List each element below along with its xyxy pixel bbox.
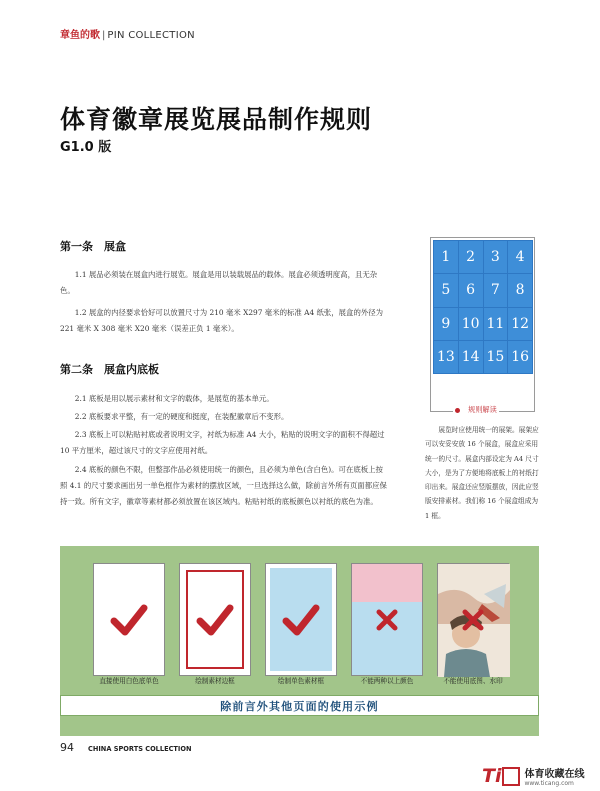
cross-icon <box>375 608 399 632</box>
display-grid-figure <box>430 237 535 412</box>
grid-cell: 2 <box>459 241 483 273</box>
grid-cell: 4 <box>508 241 532 273</box>
grid-cell: 11 <box>484 308 508 340</box>
section-2-heading: 第二条 展盒内底板 <box>60 363 159 376</box>
doc-version: G1.0 版 <box>60 140 112 155</box>
examples-banner: 除前言外其他页面的使用示例 <box>60 695 539 716</box>
example-label-3: 绘制单色素材框 <box>277 677 325 685</box>
logo-mark: Ti <box>482 764 502 787</box>
grid-cell: 15 <box>484 341 508 373</box>
example-card-background-image <box>437 563 509 676</box>
grid-cell: 13 <box>434 341 458 373</box>
check-icon <box>195 603 235 637</box>
check-icon <box>281 603 321 637</box>
example-card-blue <box>265 563 337 676</box>
header-brand: 章鱼的歌 <box>60 30 100 41</box>
examples-panel <box>60 546 539 736</box>
grid-cell: 14 <box>459 341 483 373</box>
example-label-5: 不能使用底图、水印 <box>443 677 503 685</box>
header-subtitle: PIN COLLECTION <box>107 30 195 41</box>
doc-title: 体育徽章展览展品制作规则 <box>60 105 373 134</box>
section-2-paragraph-4: 2.4 底板的颜色不限，但整部作品必须使用统一的颜色，且必须为单色(含白色)。可在底板上按照 4.1 的尺寸要求画出另一单色框作为素材的摆放区域，一旦选择这么做，除前言外所有页面都应保持一致。所有文字，徽章等素材都必须放置在该区域内。粘贴衬纸的底板颜色以衬纸的底色为准。 <box>60 465 387 506</box>
section-1-heading: 第一条 展盒 <box>60 240 126 253</box>
grid-cell: 10 <box>459 308 483 340</box>
example-card-white <box>93 563 165 676</box>
grid-cell: 1 <box>434 241 458 273</box>
grid-cell: 8 <box>508 274 532 306</box>
page-number: 94 <box>60 741 74 754</box>
example-label-1: 直接使用白色底单色 <box>99 677 159 685</box>
example-label-4: 不能两种以上颜色 <box>360 677 414 685</box>
example-card-two-color <box>351 563 423 676</box>
bullet-dot-icon <box>455 408 460 413</box>
cross-icon <box>461 608 485 632</box>
check-icon <box>109 603 149 637</box>
header-separator: | <box>102 30 106 41</box>
sidebar-caption-text: 规则解读 <box>468 405 497 414</box>
grid-cell: 9 <box>434 308 458 340</box>
grid-cell: 16 <box>508 341 532 373</box>
logo-text <box>524 765 584 787</box>
logo-c-icon <box>502 767 520 786</box>
section-2-paragraph-3: 2.3 底板上可以粘贴衬底或者说明文字，衬纸为标准 A4 大小，粘贴的说明文字的面积不得超过 10 平方厘米，超过该尺寸的文字应使用衬纸。 <box>60 430 385 455</box>
logo-url: www.ticang.com <box>524 780 574 787</box>
grid-cell: 12 <box>508 308 532 340</box>
section-1-paragraph-2: 1.2 展盒的内径要求恰好可以放置尺寸为 210 毫米 X297 毫米的标准 A4 纸张，展盒的外径为 221 毫米 X 308 毫米 X20 毫米（误差正负 1 毫米）。 <box>60 308 384 333</box>
running-header <box>60 26 195 41</box>
sidebar-caption <box>453 405 499 415</box>
display-grid <box>433 240 533 374</box>
example-card-framed <box>179 563 251 676</box>
sidebar-note: 展览时应使用统一的展架。展架应可以安妥安放 16 个展盒，展盒应采用统一的尺寸。展盒内部设定为 A4 尺寸大小，是为了方便地将底板上的衬纸打印出来。展盒还应竖版摆放，因此应竖版安排素材。我们称 16 个展盒组成为 1 框。 <box>425 426 539 520</box>
grid-cell: 6 <box>459 274 483 306</box>
pink-band <box>352 564 422 602</box>
grid-cell: 5 <box>434 274 458 306</box>
section-2-paragraph-1: 2.1 底板是用以展示素材和文字的载体，是展览的基本单元。 <box>74 394 274 403</box>
example-label-2: 绘制素材边框 <box>195 677 235 685</box>
magazine-name: CHINA SPORTS COLLECTION <box>88 745 192 753</box>
logo-name: 体育收藏在线 <box>524 769 585 780</box>
grid-cell: 3 <box>484 241 508 273</box>
section-2-paragraph-2: 2.2 底板要求平整，有一定的硬度和挺度，在装配徽章后不变形。 <box>74 412 289 421</box>
section-1-paragraph-1: 1.1 展品必须装在展盒内进行展览。展盒是用以装载展品的载体。展盒必须透明度高，且无杂色。 <box>60 270 378 295</box>
publisher-logo <box>482 765 584 787</box>
grid-cell: 7 <box>484 274 508 306</box>
